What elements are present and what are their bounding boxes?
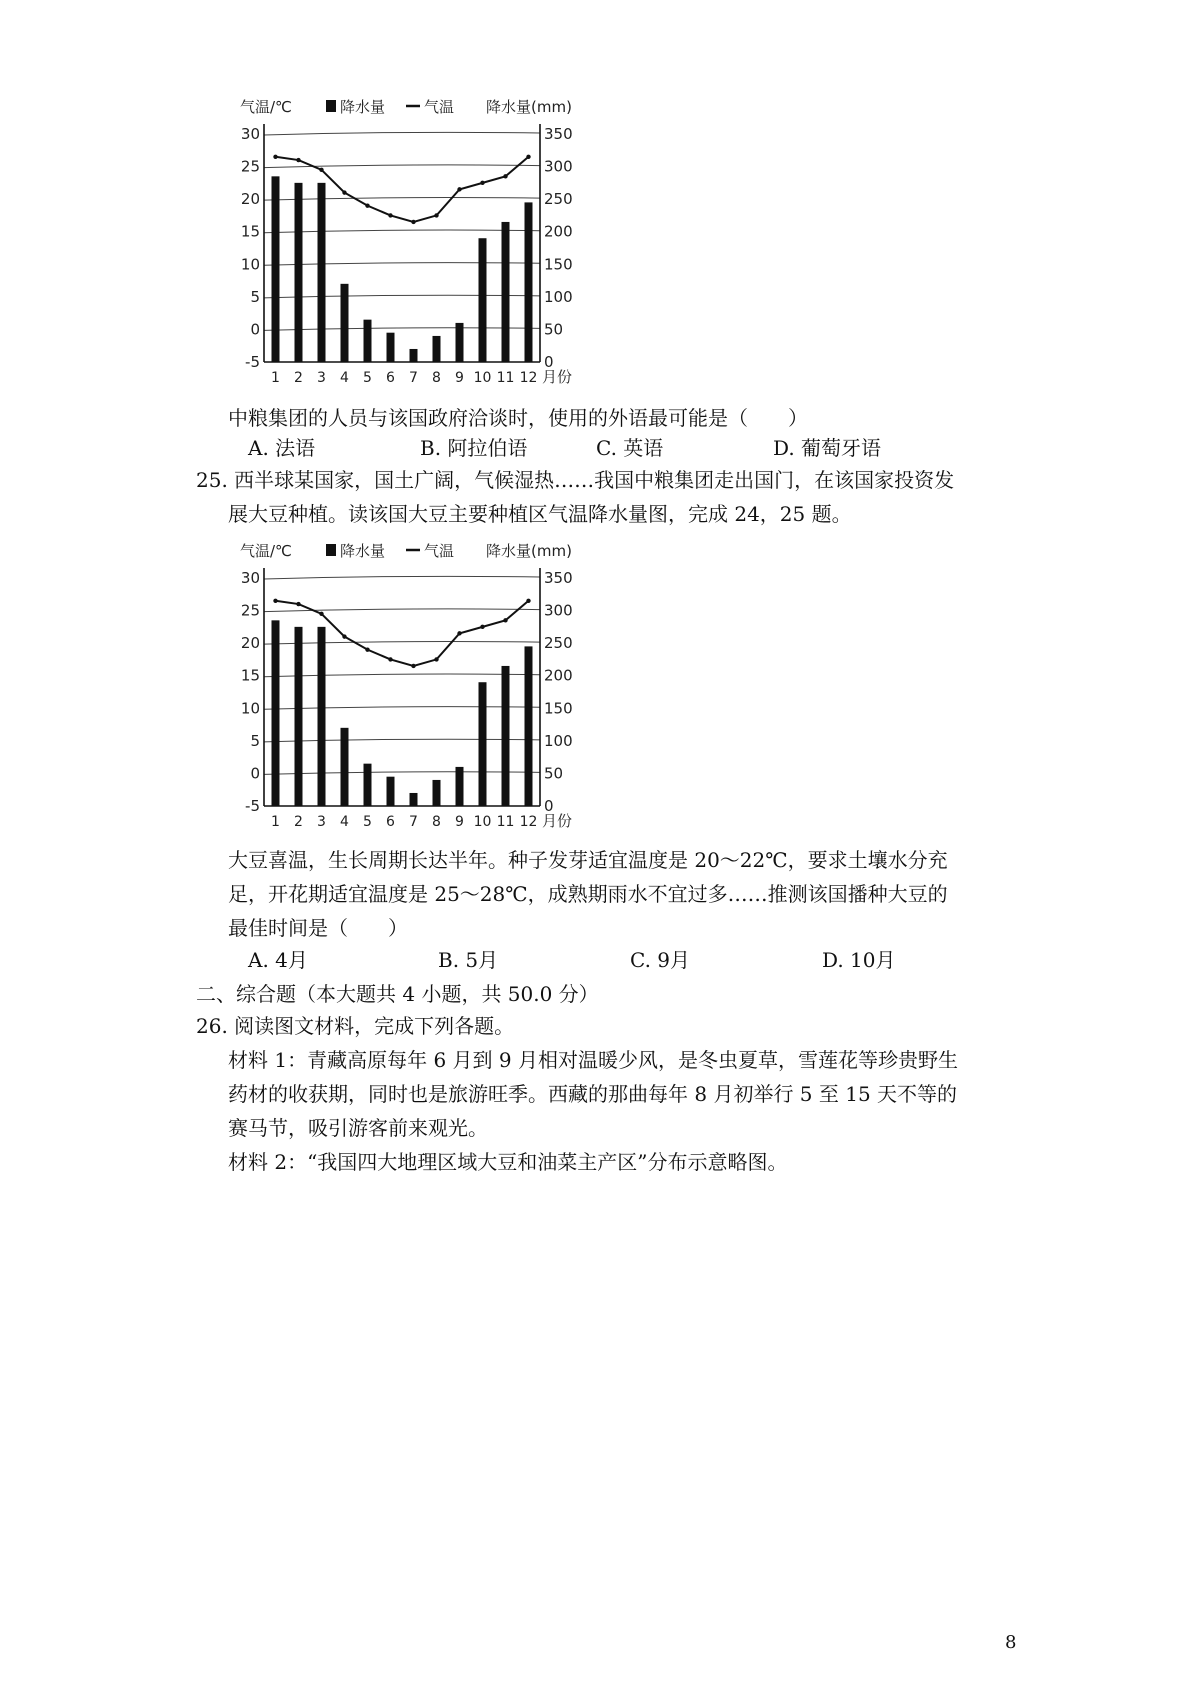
x-axis-label: 月份 <box>542 368 573 386</box>
left-tick-label: 5 <box>250 731 260 750</box>
precip-bar <box>525 646 533 806</box>
temperature-line <box>276 601 529 666</box>
q26-intro: 26. 阅读图文材料，完成下列各题。 <box>196 1014 515 1038</box>
gridline <box>264 165 540 168</box>
left-tick-label: -5 <box>245 353 260 371</box>
left-tick-label: 30 <box>240 125 260 143</box>
right-axis-label: 降水量(mm) <box>486 542 572 560</box>
temperature-point <box>457 631 461 635</box>
gridline <box>264 739 540 742</box>
q24-stem: 中粮集团的人员与该国政府洽谈时，使用的外语最可能是（ ） <box>228 406 808 430</box>
temperature-point <box>296 158 300 162</box>
temperature-point <box>411 220 415 224</box>
right-axis-label: 降水量(mm) <box>486 98 572 116</box>
q24-option-d: D. 葡萄牙语 <box>773 436 882 460</box>
temperature-point <box>342 190 346 194</box>
x-tick-label: 2 <box>294 370 303 386</box>
q25-intro-line1: 25. 西半球某国家，国土广阔，气候湿热……我国中粮集团走出国门，在该国家投资发 <box>196 468 955 492</box>
right-tick-label: 200 <box>544 666 573 685</box>
precip-bar <box>364 320 372 362</box>
left-tick-label: 0 <box>250 764 260 783</box>
gridline <box>264 328 540 331</box>
temperature-point <box>273 599 277 603</box>
x-axis-label: 月份 <box>542 812 573 830</box>
gridline <box>264 576 540 579</box>
left-tick-label: 30 <box>240 569 260 587</box>
q26-material1-line1: 材料 1：青藏高原每年 6 月到 9 月相对温暖少风，是冬虫夏草，雪莲花等珍贵野生 <box>228 1048 958 1072</box>
precip-bar <box>318 627 326 806</box>
legend-precip-swatch <box>326 544 336 556</box>
temperature-point <box>319 168 323 172</box>
x-tick-label: 7 <box>409 370 418 386</box>
precip-bar <box>502 666 510 806</box>
left-tick-label: -5 <box>245 797 260 815</box>
legend-temp-label: 气温 <box>424 542 455 560</box>
left-tick-label: 20 <box>240 634 260 653</box>
q26-material2: 材料 2：“我国四大地理区域大豆和油菜主产区”分布示意略图。 <box>228 1150 788 1174</box>
left-tick-label: 10 <box>240 699 260 718</box>
climate-chart-1 <box>240 90 640 390</box>
q25-option-a: A. 4月 <box>248 948 308 972</box>
x-tick-label: 1 <box>271 370 280 386</box>
x-tick-label: 4 <box>340 370 349 386</box>
right-tick-label: 0 <box>544 797 554 815</box>
temperature-point <box>365 647 369 651</box>
x-tick-label: 1 <box>271 814 280 830</box>
chart-svg-2 <box>240 534 640 834</box>
gridline <box>264 674 540 677</box>
q25-option-c: C. 9月 <box>630 948 691 972</box>
temperature-point <box>273 155 277 159</box>
right-tick-label: 0 <box>544 353 554 371</box>
right-tick-label: 50 <box>544 764 564 783</box>
precip-bar <box>479 238 487 362</box>
gridline <box>264 707 540 710</box>
x-tick-label: 2 <box>294 814 303 830</box>
right-tick-label: 100 <box>544 287 573 306</box>
q25-intro-line2: 展大豆种植。读该国大豆主要种植区气温降水量图，完成 24，25 题。 <box>228 502 852 526</box>
x-tick-label: 12 <box>519 370 538 386</box>
temperature-point <box>457 187 461 191</box>
left-tick-label: 25 <box>240 601 260 620</box>
temperature-point <box>319 612 323 616</box>
precip-bar <box>341 284 349 362</box>
x-tick-label: 8 <box>432 814 441 830</box>
temperature-point <box>411 664 415 668</box>
legend-temp-label: 气温 <box>424 98 455 116</box>
gridline <box>264 230 540 233</box>
temperature-point <box>434 213 438 217</box>
x-tick-label: 10 <box>473 370 492 386</box>
chart-svg-1 <box>240 90 640 390</box>
q25-option-d: D. 10月 <box>822 948 896 972</box>
right-tick-label: 350 <box>544 569 573 587</box>
x-tick-label: 3 <box>317 370 326 386</box>
x-tick-label: 11 <box>496 370 515 386</box>
precip-bar <box>525 202 533 362</box>
left-tick-label: 20 <box>240 190 260 209</box>
left-tick-label: 25 <box>240 157 260 176</box>
precip-bar <box>502 222 510 362</box>
x-tick-label: 5 <box>363 814 372 830</box>
left-axis-label: 气温/℃ <box>240 98 292 116</box>
page-number: 8 <box>1005 1632 1017 1653</box>
left-axis-label: 气温/℃ <box>240 542 292 560</box>
gridline <box>264 197 540 200</box>
temperature-point <box>503 174 507 178</box>
section-2-heading: 二、综合题（本大题共 4 小题，共 50.0 分） <box>196 982 599 1006</box>
legend-precip-label: 降水量 <box>340 542 386 560</box>
right-tick-label: 300 <box>544 157 573 176</box>
legend-precip-swatch <box>326 100 336 112</box>
left-tick-label: 5 <box>250 287 260 306</box>
precip-bar <box>410 793 418 806</box>
gridline <box>264 641 540 644</box>
right-tick-label: 50 <box>544 320 564 339</box>
temperature-point <box>388 213 392 217</box>
x-tick-label: 6 <box>386 814 395 830</box>
right-tick-label: 100 <box>544 731 573 750</box>
precip-bar <box>341 728 349 806</box>
temperature-point <box>342 634 346 638</box>
x-tick-label: 8 <box>432 370 441 386</box>
right-tick-label: 150 <box>544 255 573 274</box>
precip-bar <box>410 349 418 362</box>
temperature-line <box>276 157 529 222</box>
q24-option-c: C. 英语 <box>596 436 664 460</box>
x-tick-label: 4 <box>340 814 349 830</box>
q24-option-a: A. 法语 <box>248 436 316 460</box>
temperature-point <box>526 155 530 159</box>
temperature-point <box>388 657 392 661</box>
precip-bar <box>272 176 280 362</box>
q26-material1-line2: 药材的收获期，同时也是旅游旺季。西藏的那曲每年 8 月初举行 5 至 15 天不等的 <box>228 1082 958 1106</box>
temperature-point <box>526 599 530 603</box>
precip-bar <box>387 333 395 362</box>
right-tick-label: 350 <box>544 125 573 143</box>
gridline <box>264 609 540 612</box>
temperature-point <box>480 181 484 185</box>
x-tick-label: 3 <box>317 814 326 830</box>
x-tick-label: 9 <box>455 814 464 830</box>
precip-bar <box>456 767 464 806</box>
q25-stem-line1: 大豆喜温，生长周期长达半年。种子发芽适宜温度是 20～22℃，要求土壤水分充 <box>228 848 948 872</box>
temperature-point <box>296 602 300 606</box>
gridline <box>264 132 540 135</box>
q25-option-b: B. 5月 <box>438 948 499 972</box>
precip-bar <box>433 780 441 806</box>
x-tick-label: 5 <box>363 370 372 386</box>
precip-bar <box>318 183 326 362</box>
gridline <box>264 263 540 266</box>
right-tick-label: 250 <box>544 634 573 653</box>
x-tick-label: 12 <box>519 814 538 830</box>
temperature-point <box>503 618 507 622</box>
left-tick-label: 15 <box>240 222 260 241</box>
precip-bar <box>272 620 280 806</box>
precip-bar <box>295 183 303 362</box>
left-tick-label: 10 <box>240 255 260 274</box>
precip-bar <box>433 336 441 362</box>
precip-bar <box>479 682 487 806</box>
left-tick-label: 15 <box>240 666 260 685</box>
climate-chart-2 <box>240 534 640 834</box>
x-tick-label: 7 <box>409 814 418 830</box>
precip-bar <box>364 764 372 806</box>
gridline <box>264 772 540 775</box>
right-tick-label: 250 <box>544 190 573 209</box>
right-tick-label: 200 <box>544 222 573 241</box>
precip-bar <box>387 777 395 806</box>
x-tick-label: 11 <box>496 814 515 830</box>
q24-option-b: B. 阿拉伯语 <box>420 436 528 460</box>
gridline <box>264 295 540 298</box>
left-tick-label: 0 <box>250 320 260 339</box>
temperature-point <box>480 625 484 629</box>
q26-material1-line3: 赛马节，吸引游客前来观光。 <box>228 1116 488 1140</box>
right-tick-label: 300 <box>544 601 573 620</box>
temperature-point <box>365 203 369 207</box>
legend-precip-label: 降水量 <box>340 98 386 116</box>
x-tick-label: 6 <box>386 370 395 386</box>
temperature-point <box>434 657 438 661</box>
q25-stem-line2: 足，开花期适宜温度是 25～28℃，成熟期雨水不宜过多……推测该国播种大豆的 <box>228 882 948 906</box>
right-tick-label: 150 <box>544 699 573 718</box>
precip-bar <box>295 627 303 806</box>
x-tick-label: 10 <box>473 814 492 830</box>
precip-bar <box>456 323 464 362</box>
x-tick-label: 9 <box>455 370 464 386</box>
q25-stem-line3: 最佳时间是（ ） <box>228 916 408 940</box>
